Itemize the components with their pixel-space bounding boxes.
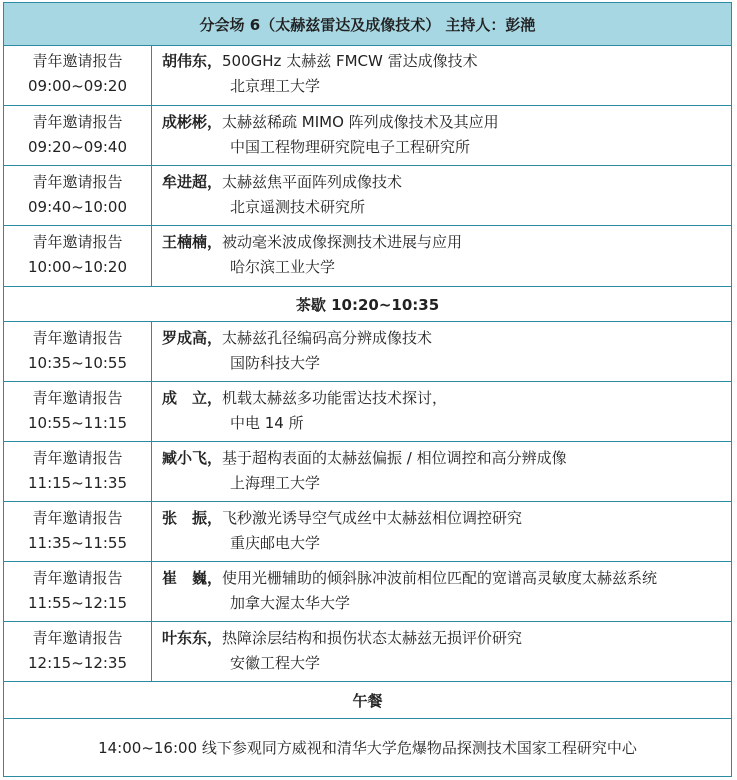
talk-type: 青年邀请报告 <box>32 389 123 407</box>
talk-time: 09:00~09:20 <box>27 77 128 95</box>
talk-affiliation: 上海理工大学 <box>230 474 321 492</box>
talk-info <box>162 502 727 561</box>
talk-speaker: 成彬彬， <box>162 113 223 131</box>
talk-speaker: 罗成高， <box>162 329 223 347</box>
talk-slot <box>4 322 152 381</box>
talk-affiliation: 国防科技大学 <box>230 354 321 372</box>
talk-time: 12:15~12:35 <box>27 654 128 672</box>
talk-type: 青年邀请报告 <box>32 233 123 251</box>
talk-speaker: 胡伟东， <box>162 52 223 70</box>
talk-slot <box>4 382 152 441</box>
talk-speaker: 牟进超， <box>162 173 223 191</box>
talk-title: 机载太赫兹多功能雷达技术探讨， <box>222 389 448 407</box>
talk-row <box>4 562 731 622</box>
talk-row <box>4 166 731 226</box>
talk-title: 太赫兹稀疏 MIMO 阵列成像技术及其应用 <box>222 113 499 131</box>
talk-time: 10:55~11:15 <box>27 414 128 432</box>
talk-time: 09:40~10:00 <box>27 198 128 216</box>
talk-speaker: 臧小飞， <box>162 449 223 467</box>
talk-info <box>162 442 727 501</box>
talk-affiliation: 安徽工程大学 <box>230 654 321 672</box>
talk-slot <box>4 562 152 621</box>
talk-row <box>4 106 731 166</box>
session-table <box>3 2 732 777</box>
talk-info <box>162 106 727 165</box>
talk-type: 青年邀请报告 <box>32 113 123 131</box>
talk-slot <box>4 502 152 561</box>
talk-affiliation: 重庆邮电大学 <box>230 534 321 552</box>
talk-speaker: 成 立， <box>162 389 223 407</box>
talk-info <box>162 45 727 105</box>
talk-type: 青年邀请报告 <box>32 629 123 647</box>
talk-row <box>4 45 731 106</box>
talk-affiliation: 哈尔滨工业大学 <box>230 258 336 276</box>
talk-slot <box>4 622 152 681</box>
talk-time: 11:15~11:35 <box>27 474 128 492</box>
talk-title: 被动毫米波成像探测技术进展与应用 <box>222 233 463 251</box>
talk-title: 飞秒激光诱导空气成丝中太赫兹相位调控研究 <box>222 509 523 527</box>
talk-time: 11:55~12:15 <box>27 594 128 612</box>
talk-speaker: 叶东东， <box>162 629 223 647</box>
talk-info <box>162 622 727 681</box>
talk-type: 青年邀请报告 <box>32 509 123 527</box>
talk-speaker: 张 振， <box>162 509 223 527</box>
talk-slot <box>4 106 152 165</box>
talk-info <box>162 562 727 621</box>
talk-time: 09:20~09:40 <box>27 138 128 156</box>
talk-slot <box>4 226 152 286</box>
talk-row <box>4 226 731 287</box>
talk-title: 热障涂层结构和损伤状态太赫兹无损评价研究 <box>222 629 523 647</box>
talk-info <box>162 382 727 441</box>
talk-title: 500GHz 太赫兹 FMCW 雷达成像技术 <box>222 52 478 70</box>
talk-row <box>4 382 731 442</box>
talk-type: 青年邀请报告 <box>32 52 123 70</box>
talk-affiliation: 中电 14 所 <box>230 414 304 432</box>
talk-affiliation: 加拿大渥太华大学 <box>230 594 351 612</box>
tea-break-row: 茶歇 10:20~10:35 <box>4 287 731 322</box>
talk-info <box>162 322 727 381</box>
talk-row <box>4 502 731 562</box>
talk-affiliation: 北京理工大学 <box>230 77 321 95</box>
talk-type: 青年邀请报告 <box>32 449 123 467</box>
talk-type: 青年邀请报告 <box>32 329 123 347</box>
talk-row <box>4 322 731 382</box>
afternoon-visit-row: 14:00~16:00 线下参观同方威视和清华大学危爆物品探测技术国家工程研究中心 <box>98 739 637 757</box>
talk-info <box>162 166 727 225</box>
talk-title: 基于超构表面的太赫兹偏振 / 相位调控和高分辨成像 <box>222 449 567 467</box>
talk-speaker: 崔 巍， <box>162 569 223 587</box>
talk-speaker: 王楠楠， <box>162 233 223 251</box>
session-header: 分会场 6（太赫兹雷达及成像技术） 主持人：彭滟 <box>4 3 731 46</box>
talk-slot <box>4 45 152 105</box>
talk-row <box>4 622 731 682</box>
talk-time: 10:00~10:20 <box>27 258 128 276</box>
talk-row <box>4 442 731 502</box>
talk-info <box>162 226 727 286</box>
talk-slot <box>4 442 152 501</box>
talk-time: 11:35~11:55 <box>27 534 128 552</box>
talk-time: 10:35~10:55 <box>27 354 128 372</box>
talk-slot <box>4 166 152 225</box>
talk-type: 青年邀请报告 <box>32 569 123 587</box>
talk-affiliation: 北京遥测技术研究所 <box>230 198 366 216</box>
talk-type: 青年邀请报告 <box>32 173 123 191</box>
lunch-row: 午餐 <box>4 682 731 719</box>
talk-title: 使用光栅辅助的倾斜脉冲波前相位匹配的宽谱高灵敏度太赫兹系统 <box>222 569 658 587</box>
talk-title: 太赫兹焦平面阵列成像技术 <box>222 173 403 191</box>
talk-title: 太赫兹孔径编码高分辨成像技术 <box>222 329 433 347</box>
talk-affiliation: 中国工程物理研究院电子工程研究所 <box>230 138 471 156</box>
